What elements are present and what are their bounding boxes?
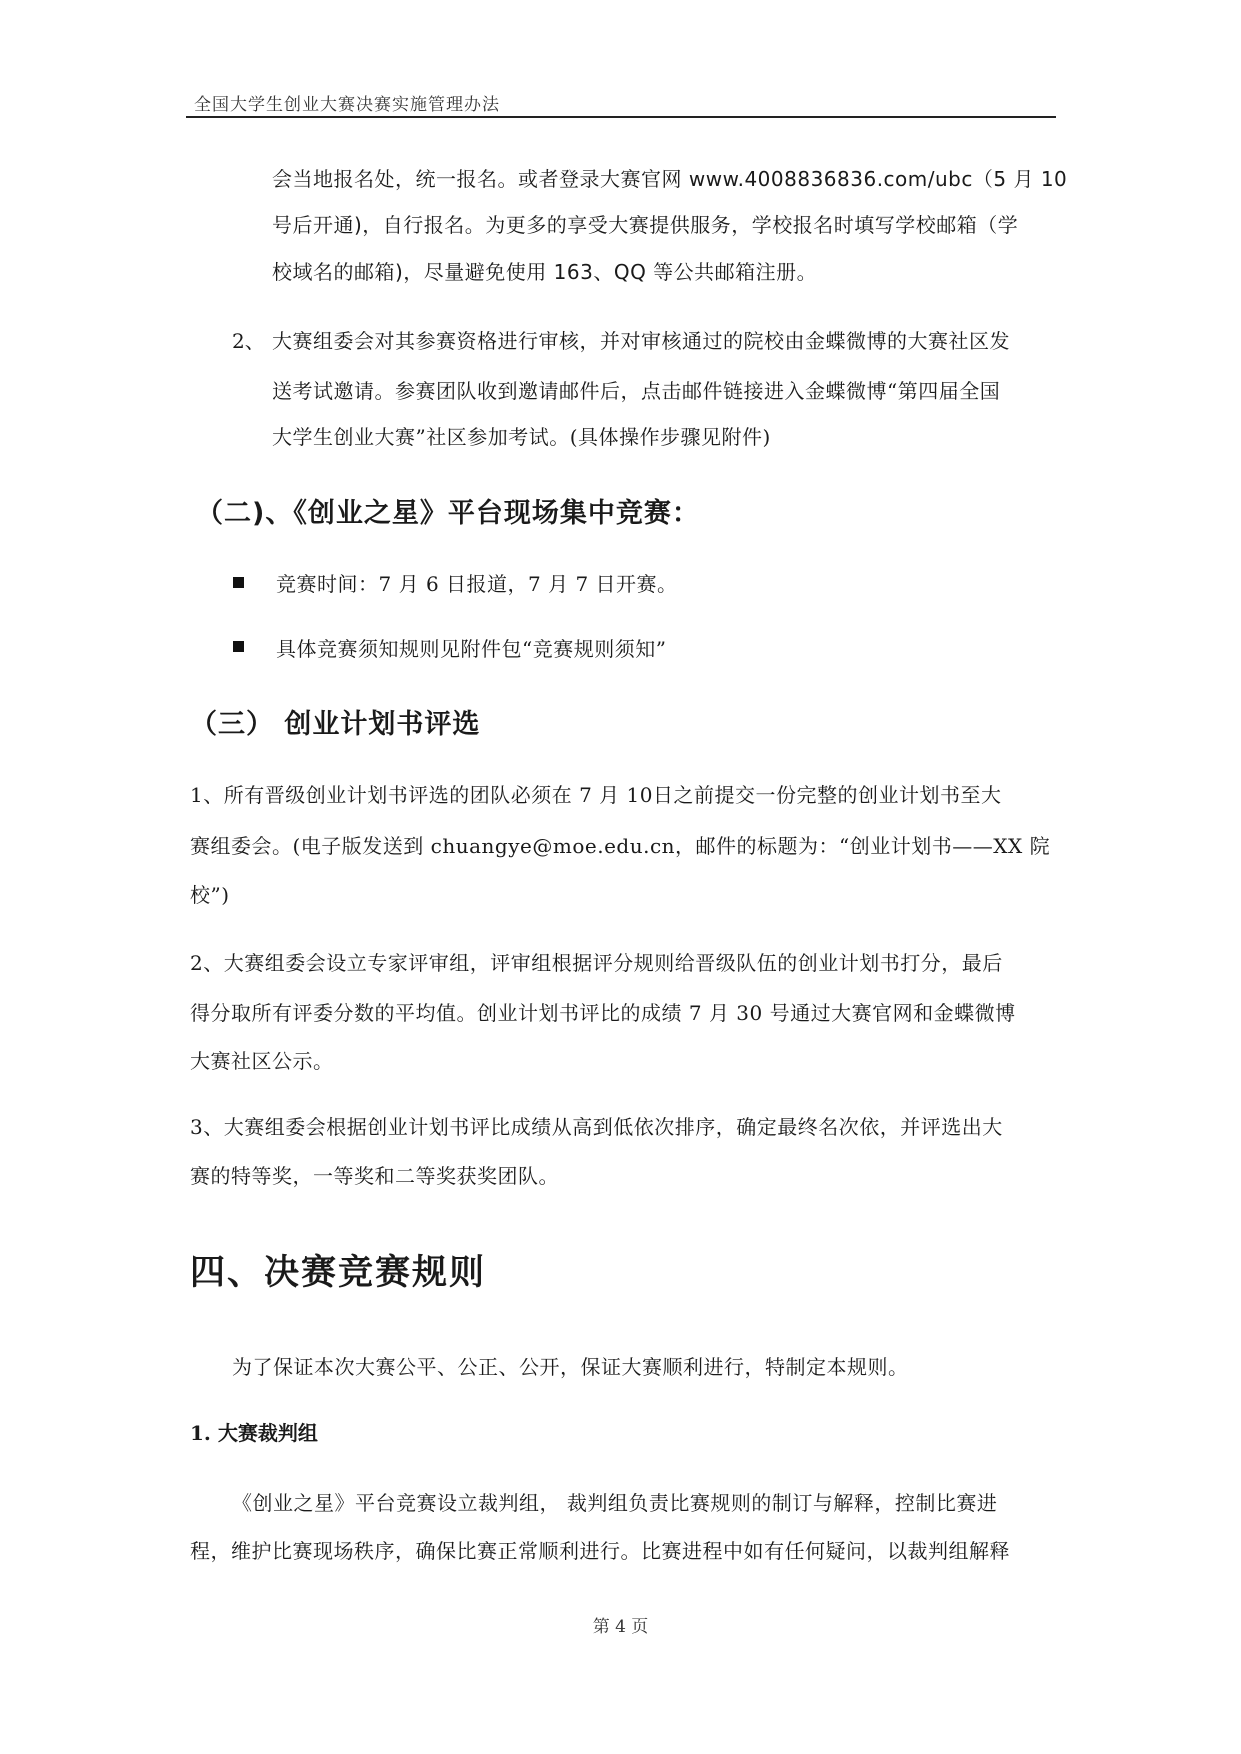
paragraph-line: 大赛社区公示。 bbox=[190, 1049, 334, 1073]
paragraph-line: 2、大赛组委会设立专家评审组，评审组根据评分规则给晋级队伍的创业计划书打分，最后 bbox=[190, 951, 1003, 975]
item2-line: 送考试邀请。参赛团队收到邀请邮件后，点击邮件链接进入金蝶微博“第四届全国 bbox=[272, 379, 1001, 403]
paragraph-line: 赛组委会。(电子版发送到 chuangye@moe.edu.cn，邮件的标题为：“创业计划书——XX 院 bbox=[190, 834, 1051, 858]
paragraph-line: 得分取所有评委分数的平均值。创业计划书评比的成绩 7 月 30 号通过大赛官网和金蝶微博 bbox=[190, 1001, 1016, 1025]
bullet-item: 竞赛时间：7 月 6 日报道，7 月 7 日开赛。 bbox=[276, 572, 678, 596]
intro-line: 会当地报名处，统一报名。或者登录大赛官网 www.4008836836.com/ubc（5 月 10 bbox=[272, 167, 1068, 191]
chapter-intro: 为了保证本次大赛公平、公正、公开，保证大赛顺利进行，特制定本规则。 bbox=[232, 1355, 909, 1379]
bullet-square-icon bbox=[233, 641, 244, 652]
item2-line: 大学生创业大赛”社区参加考试。(具体操作步骤见附件) bbox=[272, 425, 771, 449]
paragraph-line: 校”) bbox=[190, 883, 230, 907]
intro-line: 校域名的邮箱)，尽量避免使用 163、QQ 等公共邮箱注册。 bbox=[272, 260, 818, 284]
paragraph-line: 程，维护比赛现场秩序，确保比赛正常顺利进行。比赛进程中如有任何疑问，以裁判组解释 bbox=[190, 1539, 1010, 1563]
item2-line: 大赛组委会对其参赛资格进行审核，并对审核通过的院校由金蝶微博的大赛社区发 bbox=[272, 329, 1010, 353]
page-number: 第 4 页 bbox=[592, 1617, 649, 1637]
paragraph-line: 《创业之星》平台竞赛设立裁判组， 裁判组负责比赛规则的制订与解释，控制比赛进 bbox=[232, 1491, 998, 1515]
paragraph-line: 3、大赛组委会根据创业计划书评比成绩从高到低依次排序，确定最终名次依，并评选出大 bbox=[190, 1115, 1003, 1139]
section-heading: （三） 创业计划书评选 bbox=[190, 709, 481, 740]
subsection-heading: 1. 大赛裁判组 bbox=[190, 1421, 318, 1445]
chapter-heading: 四、决赛竞赛规则 bbox=[190, 1252, 487, 1293]
paragraph-line: 赛的特等奖，一等奖和二等奖获奖团队。 bbox=[190, 1164, 559, 1188]
header-title: 全国大学生创业大赛决赛实施管理办法 bbox=[194, 95, 500, 115]
bullet-item: 具体竞赛须知规则见附件包“竞赛规则须知” bbox=[276, 637, 667, 661]
section-heading: （二)、《创业之星》平台现场集中竞赛： bbox=[196, 498, 700, 529]
bullet-square-icon bbox=[233, 577, 244, 588]
intro-line: 号后开通)，自行报名。为更多的享受大赛提供服务，学校报名时填写学校邮箱（学 bbox=[272, 213, 1019, 237]
paragraph-line: 1、所有晋级创业计划书评选的团队必须在 7 月 10日之前提交一份完整的创业计划书至大 bbox=[190, 783, 1002, 807]
list-number: 2、 bbox=[232, 329, 265, 353]
